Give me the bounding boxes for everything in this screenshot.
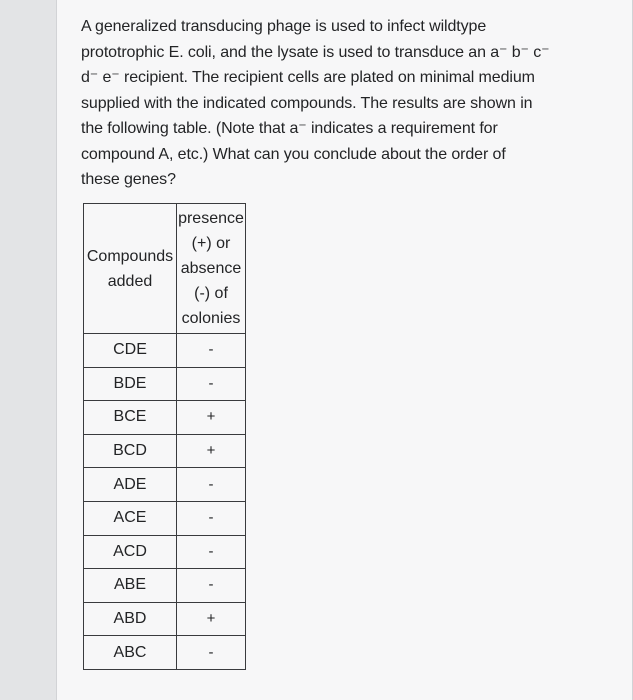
result-cell: - [177,535,246,569]
result-cell: - [177,569,246,603]
compounds-cell: CDE [84,334,177,368]
result-cell: - [177,636,246,670]
compounds-cell: BCE [84,401,177,435]
compounds-cell: ABC [84,636,177,670]
table-row [84,334,246,368]
table-row [84,569,246,603]
result-cell: - [177,501,246,535]
header-line: colonies [181,310,241,327]
compounds-cell: BDE [84,367,177,401]
results-table [83,203,246,670]
question-line: the following table. (Note that a⁻ indicates a requirement for [81,120,498,137]
header-line: (-) of [194,285,228,302]
table-row [84,636,246,670]
question-line: supplied with the indicated compounds. The results are shown in [81,94,533,112]
colonies-header [177,204,246,334]
question-text [81,14,561,193]
header-line: absence [180,260,242,277]
result-cell: - [177,468,246,502]
result-cell: + [177,602,246,636]
compounds-cell: ACD [84,535,177,569]
result-cell: + [177,401,246,435]
header-line: Compounds [86,247,174,265]
header-line: added [107,272,153,290]
table-row [84,535,246,569]
table-row [84,501,246,535]
header-line: presence [178,210,244,227]
table-row [84,468,246,502]
question-line: compound A, etc.) What can you conclude about the order of [81,145,506,163]
question-line: d⁻ e⁻ recipient. The recipient cells are plated on minimal medium [81,69,535,86]
table-row [84,434,246,468]
compounds-header [84,204,177,334]
result-cell: + [177,434,246,468]
table-row [84,367,246,401]
table-row [84,602,246,636]
result-cell: - [177,367,246,401]
compounds-cell: ABD [84,602,177,636]
compounds-cell: ABE [84,569,177,603]
question-line: prototrophic E. coli, and the lysate is used to transduce an a⁻ b⁻ c⁻ [81,43,550,61]
question-line: A generalized transducing phage is used to infect wildtype [81,18,487,35]
compounds-cell: ADE [84,468,177,502]
result-cell: - [177,334,246,368]
compounds-cell: ACE [84,501,177,535]
header-line: (+) or [191,235,231,252]
table-header-row [84,204,246,334]
compounds-cell: BCD [84,434,177,468]
table-row [84,401,246,435]
question-line: these genes? [81,171,176,188]
